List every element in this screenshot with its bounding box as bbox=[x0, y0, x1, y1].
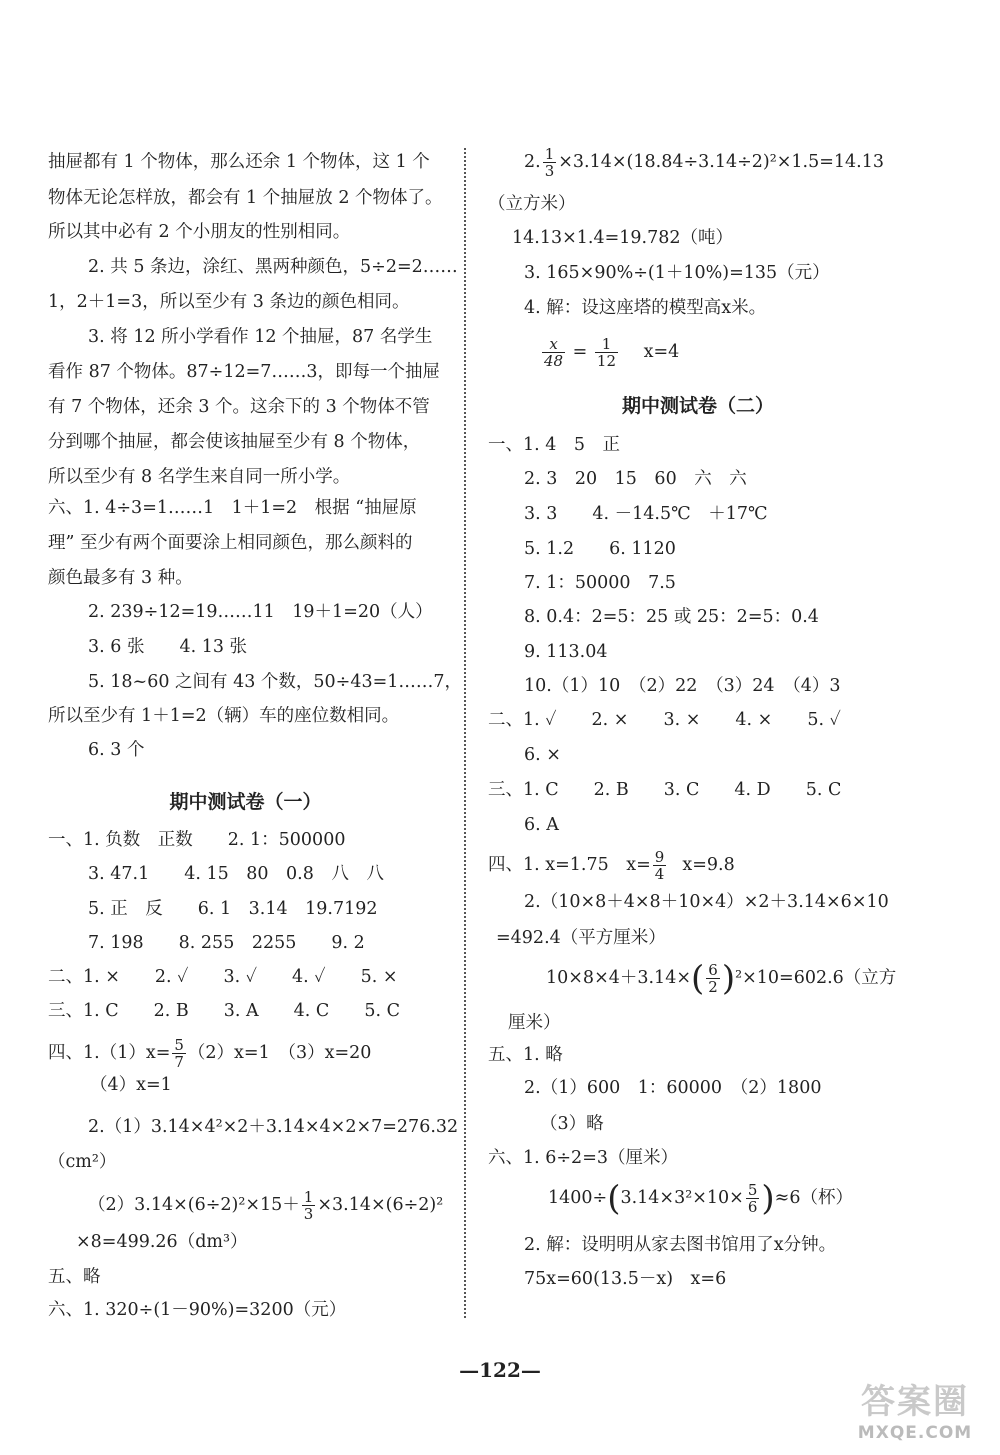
text-line: 一、1. 负数 正数 2. 1：500000 bbox=[48, 830, 346, 850]
text-line: 五、1. 略 bbox=[488, 1045, 563, 1065]
text-line: 六、1. 4÷3=1……1 1＋1=2 根据 “抽屉原 bbox=[48, 498, 417, 518]
fraction bbox=[653, 849, 667, 882]
numerator: 5 bbox=[174, 1036, 184, 1054]
text-line bbox=[548, 1178, 853, 1219]
fraction bbox=[706, 962, 720, 995]
text-line: 有 7 个物体，还余 3 个。这余下的 3 个物体不管 bbox=[48, 397, 430, 417]
watermark-logo bbox=[850, 1374, 980, 1443]
equation-part: （2）x=1 （3）x=20 bbox=[187, 1043, 372, 1063]
text-line: 三、1. C 2. B 3. A 4. C 5. C bbox=[48, 1001, 400, 1021]
text-line: ×8=499.26（dm³） bbox=[76, 1232, 248, 1252]
text-line: 9. 113.04 bbox=[524, 642, 608, 662]
text-line: 3. 3 4. －14.5℃ ＋17℃ bbox=[524, 504, 768, 524]
text-line: 六、1. 6÷2=3（厘米） bbox=[488, 1148, 678, 1168]
text-line: 6. A bbox=[524, 815, 559, 835]
denominator: 12 bbox=[596, 352, 617, 370]
numerator: 5 bbox=[747, 1181, 758, 1199]
text-line: 6. 3 个 bbox=[88, 740, 145, 760]
equation-part: 1400÷ bbox=[548, 1188, 608, 1208]
text-line: 2.（1）600 1：60000 （2）1800 bbox=[524, 1078, 822, 1098]
text-line: 看作 87 个物体。87÷12=7……3，即每一个抽屉 bbox=[48, 362, 441, 382]
equation-part: 2. bbox=[524, 152, 541, 172]
equation-part: ×3.14×(18.84÷3.14÷2)²×1.5=14.13 bbox=[558, 152, 884, 172]
text-line: （3）略 bbox=[540, 1114, 604, 1134]
equation-part: 3.14×3²×10× bbox=[620, 1188, 744, 1208]
fraction bbox=[302, 1189, 316, 1222]
denominator: 2 bbox=[708, 978, 718, 996]
text-line: 2. 解：设明明从家去图书馆用了x分钟。 bbox=[524, 1235, 837, 1255]
column-divider bbox=[464, 148, 466, 1318]
text-line: 二、1. × 2. ✓ 3. ✓ 4. ✓ 5. × bbox=[48, 967, 398, 987]
text-line: 14.13×1.4=19.782（吨） bbox=[512, 228, 733, 248]
equation-part: x=9.8 bbox=[682, 855, 735, 875]
watermark-title: 答案圈 bbox=[861, 1382, 969, 1422]
equation-part: 10×8×4＋3.14× bbox=[546, 968, 691, 988]
numerator: 9 bbox=[654, 848, 665, 866]
left-paren: ( bbox=[607, 1178, 621, 1219]
page-number: —122— bbox=[459, 1358, 541, 1382]
text-line: 8. 0.4：2=5：25 或 25：2=5：0.4 bbox=[524, 607, 819, 627]
section-heading: 期中测试卷（二） bbox=[621, 395, 774, 417]
text-line: （cm²） bbox=[48, 1152, 117, 1172]
text-line: 10.（1）10 （2）22 （3）24 （4）3 bbox=[524, 676, 841, 696]
equation-part: 四、1. x=1.75 x= bbox=[488, 855, 651, 875]
right-paren: ) bbox=[761, 1178, 775, 1219]
watermark-url: MXQE.COM bbox=[857, 1423, 973, 1443]
text-line: 二、1. ✓ 2. × 3. × 4. × 5. ✓ bbox=[488, 710, 841, 730]
numerator: 1 bbox=[303, 1188, 314, 1206]
text-line: （立方米） bbox=[488, 194, 576, 214]
equation-part: ²×10=602.6（立方 bbox=[735, 968, 897, 988]
text-line bbox=[48, 1037, 371, 1070]
numerator: 6 bbox=[708, 961, 718, 979]
text-line bbox=[546, 958, 897, 999]
fraction bbox=[542, 336, 565, 369]
text-line: 3. 47.1 4. 15 80 0.8 八 八 bbox=[88, 864, 384, 884]
denominator: 3 bbox=[544, 162, 555, 180]
text-line: 2. 3 20 15 60 六 六 bbox=[524, 469, 747, 489]
text-line: 五、略 bbox=[48, 1267, 101, 1287]
equation-part: （2）3.14×(6÷2)²×15＋ bbox=[88, 1195, 300, 1215]
text-line: 5. 18~60 之间有 43 个数，50÷43=1……7， bbox=[88, 672, 463, 692]
text-line: =492.4（平方厘米） bbox=[496, 928, 666, 948]
fraction bbox=[595, 336, 618, 369]
text-line bbox=[524, 146, 884, 179]
equation-part: ≈6（杯） bbox=[774, 1188, 853, 1208]
text-line: 分到哪个抽屉，都会使该抽屉至少有 8 个物体， bbox=[48, 432, 421, 452]
text-line: 2.（1）3.14×4²×2＋3.14×4×2×7=276.32 bbox=[88, 1117, 459, 1137]
text-line: 3. 6 张 4. 13 张 bbox=[88, 637, 248, 657]
denominator: 4 bbox=[654, 865, 665, 883]
text-line: 3. 将 12 所小学看作 12 个抽屉，87 名学生 bbox=[88, 327, 433, 347]
fraction bbox=[543, 146, 557, 179]
denominator: 48 bbox=[544, 352, 564, 370]
text-line: 4. 解：设这座塔的模型高x米。 bbox=[524, 298, 767, 318]
section-heading: 期中测试卷（一） bbox=[169, 791, 322, 813]
text-line: 2. 239÷12=19……11 19＋1=20（人） bbox=[88, 602, 433, 622]
text-line bbox=[488, 849, 735, 882]
text-line: 厘米） bbox=[508, 1013, 561, 1033]
text-line: 7. 1：50000 7.5 bbox=[524, 573, 676, 593]
equation-part: x=4 bbox=[643, 342, 680, 362]
numerator: 1 bbox=[544, 145, 555, 163]
text-line: 75x=60(13.5－x) x=6 bbox=[524, 1269, 727, 1289]
text-line: 所以其中必有 2 个小朋友的性别相同。 bbox=[48, 222, 351, 242]
text-line: 所以至少有 8 名学生来自同一所小学。 bbox=[48, 467, 351, 487]
text-line: （4）x=1 bbox=[90, 1075, 172, 1095]
numerator: x bbox=[542, 336, 565, 353]
denominator: 3 bbox=[303, 1205, 314, 1223]
fraction bbox=[746, 1182, 760, 1215]
text-line bbox=[88, 1189, 443, 1222]
text-line: 所以至少有 1＋1=2（辆）车的座位数相同。 bbox=[48, 706, 400, 726]
left-paren: ( bbox=[691, 958, 705, 999]
text-line: 物体无论怎样放，都会有 1 个抽屉放 2 个物体了。 bbox=[48, 188, 443, 208]
equals-sign: = bbox=[572, 342, 588, 362]
text-line: 5. 正 反 6. 1 3.14 19.7192 bbox=[88, 899, 378, 919]
text-line: 1，2＋1=3，所以至少有 3 条边的颜色相同。 bbox=[48, 292, 410, 312]
text-line: 2.（10×8＋4×8＋10×4）×2＋3.14×6×10 bbox=[524, 892, 889, 912]
text-line: 一、1. 4 5 正 bbox=[488, 435, 621, 455]
equation-part: 四、1.（1）x= bbox=[48, 1043, 171, 1063]
denominator: 7 bbox=[174, 1053, 184, 1071]
right-paren: ) bbox=[721, 958, 736, 999]
fraction bbox=[172, 1037, 186, 1070]
text-line: 7. 198 8. 255 2255 9. 2 bbox=[88, 933, 365, 953]
text-line: 5. 1.2 6. 1120 bbox=[524, 539, 676, 559]
equation-part: ×3.14×(6÷2)² bbox=[317, 1195, 444, 1215]
text-line: 理” 至少有两个面要涂上相同颜色，那么颜料的 bbox=[48, 533, 413, 553]
numerator: 1 bbox=[595, 336, 618, 353]
text-line: 抽屉都有 1 个物体，那么还余 1 个物体，这 1 个 bbox=[48, 152, 430, 172]
text-line: 2. 共 5 条边，涂红、黑两种颜色，5÷2=2…… bbox=[88, 257, 458, 277]
text-line: 6. × bbox=[524, 745, 561, 765]
text-line bbox=[540, 336, 679, 369]
text-line: 3. 165×90%÷(1＋10%)=135（元） bbox=[524, 263, 830, 283]
denominator: 6 bbox=[747, 1198, 758, 1216]
text-line: 六、1. 320÷(1－90%)=3200（元） bbox=[48, 1300, 347, 1320]
text-line: 三、1. C 2. B 3. C 4. D 5. C bbox=[488, 780, 842, 800]
text-line: 颜色最多有 3 种。 bbox=[48, 568, 193, 588]
